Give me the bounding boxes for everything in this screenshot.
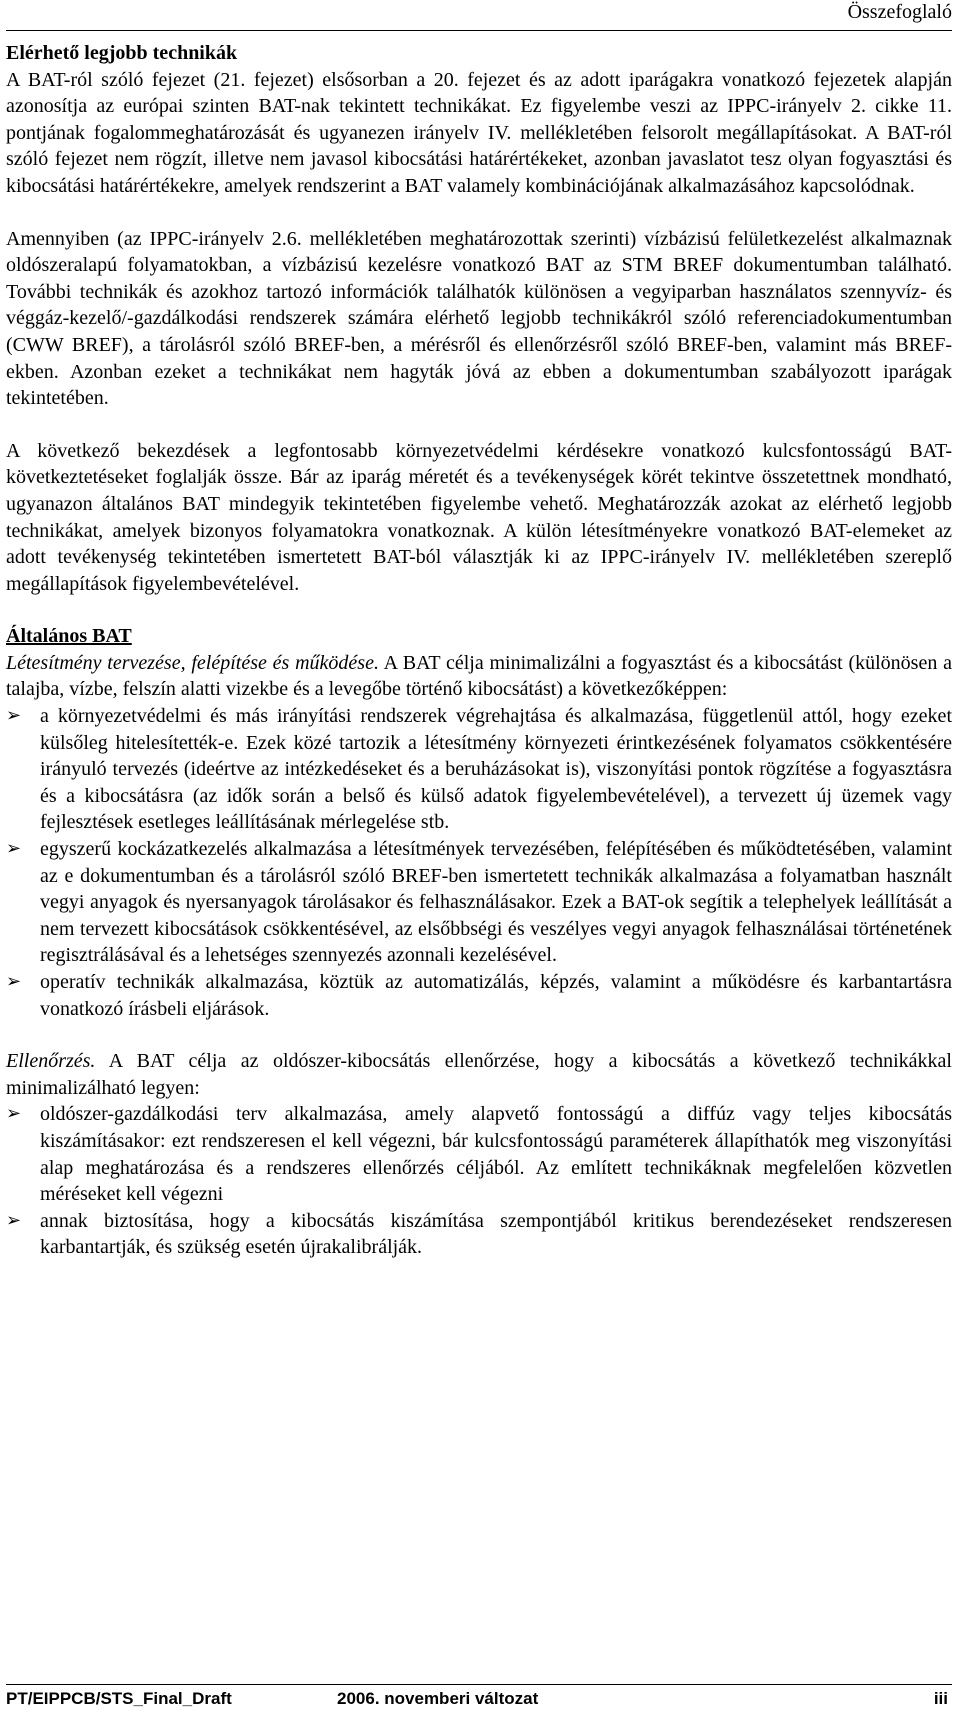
list-item-text: operatív technikák alkalmazása, köztük az automatizálás, képzés, valamint a működésre és karbantartásra vonatkozó írásbeli eljárások.	[40, 971, 952, 1020]
footer-version: 2006. novemberi változat	[337, 1689, 539, 1708]
list-item	[6, 836, 952, 969]
section-heading-bat: Elérhető legjobb technikák	[6, 42, 238, 64]
footer-page-number: iii	[933, 1689, 948, 1708]
control-bullet-list	[6, 1101, 952, 1261]
footer-document-id: PT/EIPPCB/STS_Final_Draft	[6, 1689, 232, 1708]
arrowhead-bullet-icon: ➢	[6, 971, 22, 992]
list-item-text: oldószer-gazdálkodási terv alkalmazása, amely alapvető fontosságú a diffúz vagy teljes kibocsátás kiszámításakor: ezt rendszeresen el kell végezni, bár kulcsfontosságú paraméterek állapíthatók meg viszonyítási alap meghatározása és a rendszeres ellenőrzés céljából. Az említett technikáknak megfelelően közvetlen méréseket kell végezni	[40, 1103, 952, 1206]
list-item	[6, 703, 952, 836]
list-item-text: a környezetvédelmi és más irányítási rendszerek végrehajtása és alkalmazása, függetlenül attól, hogy ezeket külsőleg hitelesítették-e. Ezek közé tartozik a létesítmény környezeti érintkezésének folyamatos csökkentésére irányuló tervezés (ideértve az intézkedéseket és a beruházásokat is), viszonyítási pontok rögzítése a fogyasztásra és a kibocsátásra (az idők során a belső és külső adatok figyelembevételével), a tervezett új üzemek vagy fejlesztések esetleges leállításának mérlegelése stb.	[40, 705, 952, 834]
general-intro-italic: Létesítmény tervezése, felépítése és működése.	[6, 651, 379, 674]
list-item	[6, 1208, 952, 1261]
arrowhead-bullet-icon: ➢	[6, 838, 22, 860]
section-heading-general-bat: Általános BAT	[6, 625, 132, 648]
general-bullet-list	[6, 703, 952, 1022]
control-intro-italic: Ellenőrzés.	[6, 1050, 96, 1073]
arrowhead-bullet-icon: ➢	[6, 705, 22, 727]
paragraph-water-based: Amennyiben (az IPPC-irányelv 2.6. mellékletében meghatározottak szerinti) vízbázisú felületkezelést alkalmaznak oldószeralapú folyamatokban, a vízbázisú kezelésre vonatkozó BAT az STM BREF dokumentumban található. További technikák és azokhoz tartozó információk találhatók különösen a vegyiparban használatos szennyvíz- és véggáz-kezelő/-gazdálkodási rendszerek számára elérhető legjobb technikákról szóló referenciadokumentumban (CWW BREF), a tárolásról szóló BREF-ben, a mérésről és ellenőrzésről szóló BREF-ben, valamint más BREF-ekben. Azonban ezeket a technikákat nem hagyták jóvá az ebben a dokumentumban szabályozott iparágak tekintetében.	[6, 227, 952, 410]
page-header-title: Összefoglaló	[847, 1, 952, 23]
list-item-text: annak biztosítása, hogy a kibocsátás kiszámítása szempontjából kritikus berendezéseket rendszeresen karbantartják, és szükség esetén újrakalibrálják.	[40, 1209, 952, 1259]
list-item-text: egyszerű kockázatkezelés alkalmazása a létesítmények tervezésében, felépítésében és működtetésében, valamint az e dokumentumban és a tárolásról szóló BREF-ben ismertetett technikák alkalmazása a folyamatban használt vegyi anyagok és nyersanyagok tárolásakor és felhasználásakor. Ezek a BAT-ok segítik a telephelyek leállítását a nem tervezett kibocsátások csökkentésével, az elsőbbségi és veszélyes vegyi anyagok felhasználásai történetének regisztrálásával és a lehetséges szennyezés azonnali kezelésével.	[40, 838, 952, 967]
paragraph-bat-chapter: A BAT-ról szóló fejezet (21. fejezet) elsősorban a 20. fejezet és az adott iparágakra vonatkozó fejezetek alapján azonosítja az európai szinten BAT-nak tekintett technikákat. Ez figyelembe veszi az IPPC-irányelv 2. cikke 11. pontjának fogalommeghatározását és ugyanezen irányelv IV. mellékletében felsorolt megállapításokat. A BAT-ról szóló fejezet nem rögzít, illetve nem javasol kibocsátási határértékeket, azonban javaslatot tesz olyan fogyasztási és kibocsátási határértékekre, amelyek rendszerint a BAT valamely kombinációjának alkalmazásához kapcsolódnak.	[6, 68, 952, 197]
footer-divider	[6, 1684, 952, 1685]
paragraph-control-intro	[6, 1048, 952, 1101]
header-divider	[6, 30, 952, 31]
control-intro-text: A BAT célja az oldószer-kibocsátás ellenőrzése, hogy a kibocsátás a következő technikákkal minimalizálható legyen:	[6, 1050, 952, 1099]
paragraph-key-conclusions: A következő bekezdések a legfontosabb környezetvédelmi kérdésekre vonatkozó kulcsfontosságú BAT-következtetéseket foglalják össze. Bár az iparág méretét és a tevékenységek körét tekintve összetettnek mondható, ugyanazon általános BAT mindegyik tekintetében figyelembe vehető. Meghatározzák azokat az elérhető legjobb technikákat, amelyek bizonyos folyamatokra vonatkoznak. A külön létesítményekre vonatkozó BAT-elemeket az adott tevékenység tekintetében ismertetett BAT-ból választják ki az IPPC-irányelv IV. mellékletében szereplő megállapítások figyelembevételével.	[6, 439, 952, 595]
page-content	[6, 40, 952, 1261]
general-intro-text: A BAT célja minimalizálni a fogyasztást és a kibocsátást (különösen a talajba, vízbe, felszín alatti vizekbe és a levegőbe történő kibocsátást) a következőképpen:	[6, 651, 952, 701]
arrowhead-bullet-icon: ➢	[6, 1103, 22, 1125]
paragraph-general-intro	[6, 650, 952, 703]
list-item	[6, 969, 952, 1022]
list-item	[6, 1101, 952, 1207]
arrowhead-bullet-icon: ➢	[6, 1209, 22, 1231]
